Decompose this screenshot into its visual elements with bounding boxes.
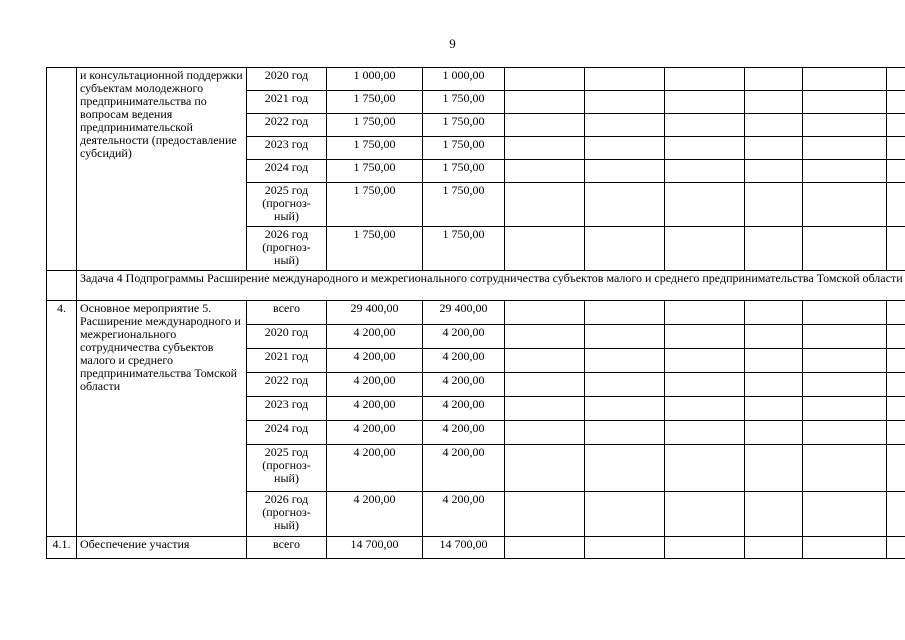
- table-cell-empty: [803, 227, 887, 271]
- table-cell-empty: [505, 397, 585, 421]
- year-cell: 2022 год: [247, 373, 327, 397]
- table-cell-empty: [803, 537, 887, 559]
- total-value-cell: 1 750,00: [327, 183, 423, 227]
- total-value-cell: 4 200,00: [327, 349, 423, 373]
- table-cell-empty: [585, 492, 665, 537]
- table-cell-empty: [887, 160, 905, 183]
- year-cell: 2021 год: [247, 349, 327, 373]
- table-cell-empty: [745, 445, 803, 492]
- item-number: 4.: [47, 301, 77, 537]
- table-cell-empty: [887, 137, 905, 160]
- table-cell-empty: [745, 68, 803, 91]
- budget-value-cell: 1 750,00: [423, 114, 505, 137]
- table-cell-empty: [665, 301, 745, 325]
- budget-table: [46, 67, 905, 559]
- table-cell-empty: [887, 91, 905, 114]
- table-cell-empty: [585, 160, 665, 183]
- year-cell: 2023 год: [247, 137, 327, 160]
- table-cell-empty: [745, 537, 803, 559]
- table-cell-empty: [665, 492, 745, 537]
- year-cell: 2022 год: [247, 114, 327, 137]
- table-cell-empty: [505, 227, 585, 271]
- total-value-cell: 1 750,00: [327, 137, 423, 160]
- table-cell-empty: [887, 349, 905, 373]
- table-cell-empty: [505, 114, 585, 137]
- table-cell-empty: [585, 397, 665, 421]
- table-cell-empty: [585, 349, 665, 373]
- budget-value-cell: 4 200,00: [423, 445, 505, 492]
- table-cell-empty: [505, 160, 585, 183]
- table-cell-empty: [585, 445, 665, 492]
- table-cell-empty: [745, 421, 803, 445]
- year-cell: 2020 год: [247, 325, 327, 349]
- total-value-cell: 4 200,00: [327, 445, 423, 492]
- year-cell: 2026 год (прогноз-ный): [247, 227, 327, 271]
- total-value-cell: 4 200,00: [327, 397, 423, 421]
- item-name: Основное мероприятие 5. Расширение международного и межрегионального сотрудничества субъектов малого и среднего предпринимательства Томской области: [77, 301, 247, 537]
- table-cell-empty: [505, 325, 585, 349]
- table-cell-empty: [585, 325, 665, 349]
- table-row: [47, 68, 905, 91]
- budget-value-cell: 1 750,00: [423, 137, 505, 160]
- table-cell-empty: [745, 397, 803, 421]
- table-cell-empty: [803, 325, 887, 349]
- total-value-cell: 1 750,00: [327, 227, 423, 271]
- table-cell-empty: [665, 537, 745, 559]
- table-cell-empty: [585, 301, 665, 325]
- table-cell-empty: [665, 445, 745, 492]
- table-cell-empty: [665, 397, 745, 421]
- table-cell-empty: [745, 325, 803, 349]
- year-cell: 2023 год: [247, 397, 327, 421]
- table-cell-empty: [887, 325, 905, 349]
- total-value-cell: 4 200,00: [327, 373, 423, 397]
- total-value-cell: 1 000,00: [327, 68, 423, 91]
- table-cell-empty: [803, 421, 887, 445]
- table-cell-empty: [585, 91, 665, 114]
- table-cell-empty: [585, 183, 665, 227]
- table-cell-empty: [803, 68, 887, 91]
- table-cell-empty: [803, 492, 887, 537]
- table-cell-empty: [887, 68, 905, 91]
- table-cell-empty: [887, 301, 905, 325]
- year-cell: 2020 год: [247, 68, 327, 91]
- table-cell-empty: [505, 183, 585, 227]
- table-cell-empty: [665, 373, 745, 397]
- table-cell-empty: [665, 421, 745, 445]
- item-number: 4.1.: [47, 537, 77, 559]
- budget-value-cell: 1 750,00: [423, 91, 505, 114]
- year-cell: 2025 год (прогноз-ный): [247, 183, 327, 227]
- table-cell-empty: [505, 492, 585, 537]
- budget-value-cell: 4 200,00: [423, 349, 505, 373]
- year-cell: 2026 год (прогноз-ный): [247, 492, 327, 537]
- task-row: [47, 271, 905, 301]
- table-cell-empty: [887, 373, 905, 397]
- table-cell-empty: [745, 349, 803, 373]
- year-cell: 2021 год: [247, 91, 327, 114]
- table-cell-empty: [745, 301, 803, 325]
- year-cell: всего: [247, 537, 327, 559]
- total-value-cell: 4 200,00: [327, 421, 423, 445]
- year-cell: 2024 год: [247, 421, 327, 445]
- budget-value-cell: 4 200,00: [423, 397, 505, 421]
- table-row: [47, 537, 905, 559]
- table-cell-empty: [887, 421, 905, 445]
- total-value-cell: 1 750,00: [327, 160, 423, 183]
- table-cell-empty: [803, 91, 887, 114]
- budget-value-cell: 1 000,00: [423, 68, 505, 91]
- total-value-cell: 1 750,00: [327, 91, 423, 114]
- budget-value-cell: 4 200,00: [423, 373, 505, 397]
- page-number: 9: [449, 36, 456, 51]
- table-cell-empty: [803, 137, 887, 160]
- budget-value-cell: 1 750,00: [423, 160, 505, 183]
- total-value-cell: 14 700,00: [327, 537, 423, 559]
- table-cell-empty: [505, 421, 585, 445]
- table-cell-empty: [745, 91, 803, 114]
- task-heading: Задача 4 Подпрограммы Расширение международного и межрегионального сотрудничества субъектов малого и среднего предпринимательства Томской области: [77, 271, 905, 301]
- table-cell-empty: [505, 91, 585, 114]
- table-cell-empty: [665, 68, 745, 91]
- table-cell-empty: [803, 397, 887, 421]
- table-cell-empty: [887, 227, 905, 271]
- total-value-cell: 4 200,00: [327, 492, 423, 537]
- table-cell-empty: [585, 68, 665, 91]
- table-cell-empty: [585, 373, 665, 397]
- budget-value-cell: 29 400,00: [423, 301, 505, 325]
- table-cell-empty: [505, 349, 585, 373]
- table-cell-empty: [665, 91, 745, 114]
- item-number: [47, 68, 77, 271]
- table-cell-empty: [745, 373, 803, 397]
- table-cell-empty: [585, 537, 665, 559]
- table-cell-empty: [665, 227, 745, 271]
- budget-value-cell: 4 200,00: [423, 325, 505, 349]
- table-cell-empty: [665, 349, 745, 373]
- table-cell-empty: [887, 397, 905, 421]
- budget-value-cell: 4 200,00: [423, 492, 505, 537]
- table-cell-empty: [505, 301, 585, 325]
- table-cell-empty: [803, 160, 887, 183]
- table-cell-empty: [505, 445, 585, 492]
- table-cell-empty: [745, 183, 803, 227]
- table-cell-empty: [745, 492, 803, 537]
- total-value-cell: 29 400,00: [327, 301, 423, 325]
- table-cell-empty: [665, 183, 745, 227]
- table-cell-empty: [505, 68, 585, 91]
- table-cell-empty: [887, 114, 905, 137]
- table-cell-empty: [887, 537, 905, 559]
- table-cell-empty: [665, 325, 745, 349]
- item-name: Обеспечение участия: [77, 537, 247, 559]
- table-cell-empty: [745, 160, 803, 183]
- table-cell-empty: [665, 137, 745, 160]
- table-cell-empty: [585, 421, 665, 445]
- table-cell-empty: [585, 137, 665, 160]
- year-cell: всего: [247, 301, 327, 325]
- table-cell-empty: [887, 183, 905, 227]
- table-row: [47, 301, 905, 325]
- table-cell-empty: [585, 227, 665, 271]
- total-value-cell: 4 200,00: [327, 325, 423, 349]
- table-cell-empty: [745, 137, 803, 160]
- table-cell-empty: [803, 349, 887, 373]
- table-cell-empty: [665, 114, 745, 137]
- item-name: и консультационной поддержки субъектам молодежного предпринимательства по вопросам ведения предпринимательской деятельности (предоставление субсидий): [77, 68, 247, 271]
- table-cell-empty: [505, 537, 585, 559]
- table-cell-empty: [745, 227, 803, 271]
- budget-value-cell: 4 200,00: [423, 421, 505, 445]
- table-cell-empty: [745, 114, 803, 137]
- budget-value-cell: 1 750,00: [423, 183, 505, 227]
- table-cell-empty: [505, 373, 585, 397]
- total-value-cell: 1 750,00: [327, 114, 423, 137]
- table-cell-empty: [505, 137, 585, 160]
- table-cell-empty: [803, 183, 887, 227]
- table-cell-empty: [803, 114, 887, 137]
- table-cell-empty: [803, 301, 887, 325]
- table-cell-empty: [585, 114, 665, 137]
- table-cell-empty: [887, 492, 905, 537]
- budget-value-cell: 1 750,00: [423, 227, 505, 271]
- table-cell-empty: [47, 271, 77, 301]
- year-cell: 2025 год (прогноз-ный): [247, 445, 327, 492]
- table-cell-empty: [803, 445, 887, 492]
- table-cell-empty: [665, 160, 745, 183]
- year-cell: 2024 год: [247, 160, 327, 183]
- table-cell-empty: [803, 373, 887, 397]
- budget-value-cell: 14 700,00: [423, 537, 505, 559]
- table-cell-empty: [887, 445, 905, 492]
